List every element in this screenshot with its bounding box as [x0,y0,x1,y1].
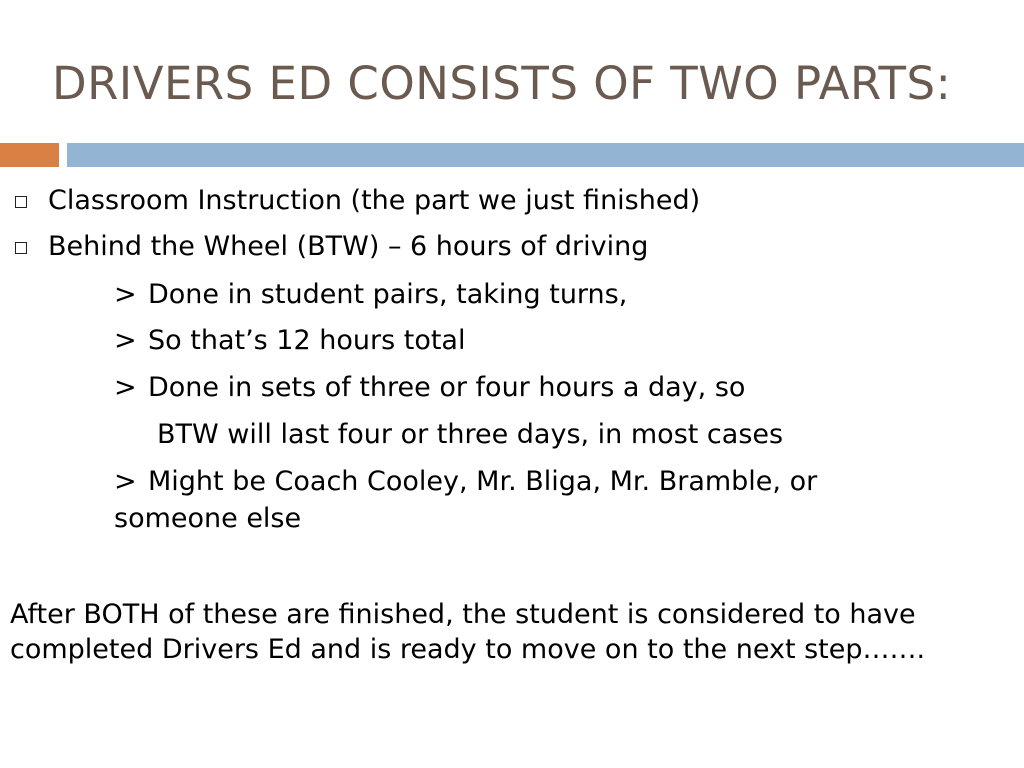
accent-bar-blue [67,143,1024,167]
sub-item-continuation-someone [114,502,301,536]
sub-item-continuation-days [157,418,783,452]
sub-item-text: Done in student pairs, taking turns, [148,279,628,310]
bullet-text: Behind the Wheel (BTW) – 6 hours of driving [48,231,649,262]
sub-item-text: Done in sets of three or four hours a day, so [148,372,746,403]
hollow-square-bullet-icon [15,196,27,208]
sub-item-text: BTW will last four or three days, in most cases [157,419,784,450]
sub-item-total-hours [114,324,465,358]
sub-item-marker: > [114,372,137,403]
sub-item-instructors [114,465,817,499]
sub-item-sets-of-hours [114,371,745,405]
bullet-text: Classroom Instruction (the part we just finished) [48,185,701,216]
conclusion-paragraph: After BOTH of these are finished, the student is considered to have completed Drivers Ed and is ready to move on to the next step……. [10,599,926,665]
hollow-square-bullet-icon [15,242,27,254]
sub-item-marker: > [114,325,137,356]
sub-item-marker: > [114,466,137,497]
accent-bar-orange [0,143,59,167]
sub-item-text: So that’s 12 hours total [148,325,466,356]
sub-item-student-pairs [114,278,627,312]
slide-title: DRIVERS ED CONSISTS OF TWO PARTS: [52,57,952,110]
sub-item-text: someone else [114,503,302,534]
sub-item-marker: > [114,279,137,310]
sub-item-text: Might be Coach Cooley, Mr. Bliga, Mr. Bramble, or [148,466,818,497]
